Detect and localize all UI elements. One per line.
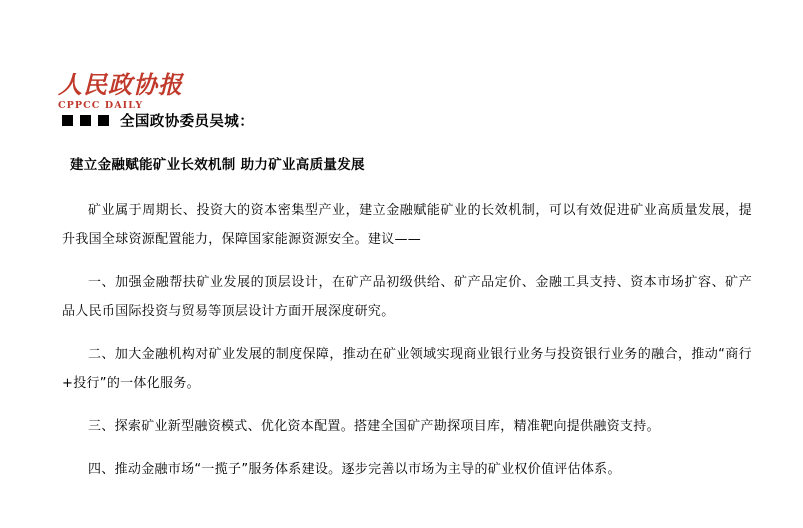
article-body (62, 110, 752, 498)
article-paragraph: 矿业属于周期长、投资大的资本密集型产业，建立金融赋能矿业的长效机制，可以有效促进矿业高质量发展，提升我国全球资源配置能力，保障国家能源资源安全。建议—— (62, 203, 752, 247)
square-bullet-icon (62, 115, 73, 126)
square-bullet-icon (98, 115, 109, 126)
newspaper-masthead (58, 72, 208, 111)
masthead-title: 人民政协报 (58, 70, 183, 99)
article-subheadline: 建立金融赋能矿业长效机制 助力矿业高质量发展 (70, 157, 365, 173)
article-paragraph: 三、探索矿业新型融资模式、优化资本配置。搭建全国矿产勘探项目库，精准靶向提供融资支持。 (88, 419, 660, 434)
article-paragraph: 一、加强金融帮扶矿业发展的顶层设计，在矿产品初级供给、矿产品定价、金融工具支持、资本市场扩容、矿产品人民币国际投资与贸易等顶层设计方面开展深度研究。 (62, 275, 752, 319)
byline-row (62, 110, 752, 131)
square-bullet-icon (80, 115, 91, 126)
article-paragraph: 四、推动金融市场“一揽子”服务体系建设。逐步完善以市场为主导的矿业权价值评估体系。 (88, 462, 621, 477)
masthead-subtitle: CPPCC DAILY (58, 100, 144, 112)
article-paragraph: 二、加大金融机构对矿业发展的制度保障，推动在矿业领域实现商业银行业务与投资银行业务的融合，推动“商行+投行”的一体化服务。 (62, 347, 752, 391)
article-byline: 全国政协委员吴城： (120, 114, 255, 130)
